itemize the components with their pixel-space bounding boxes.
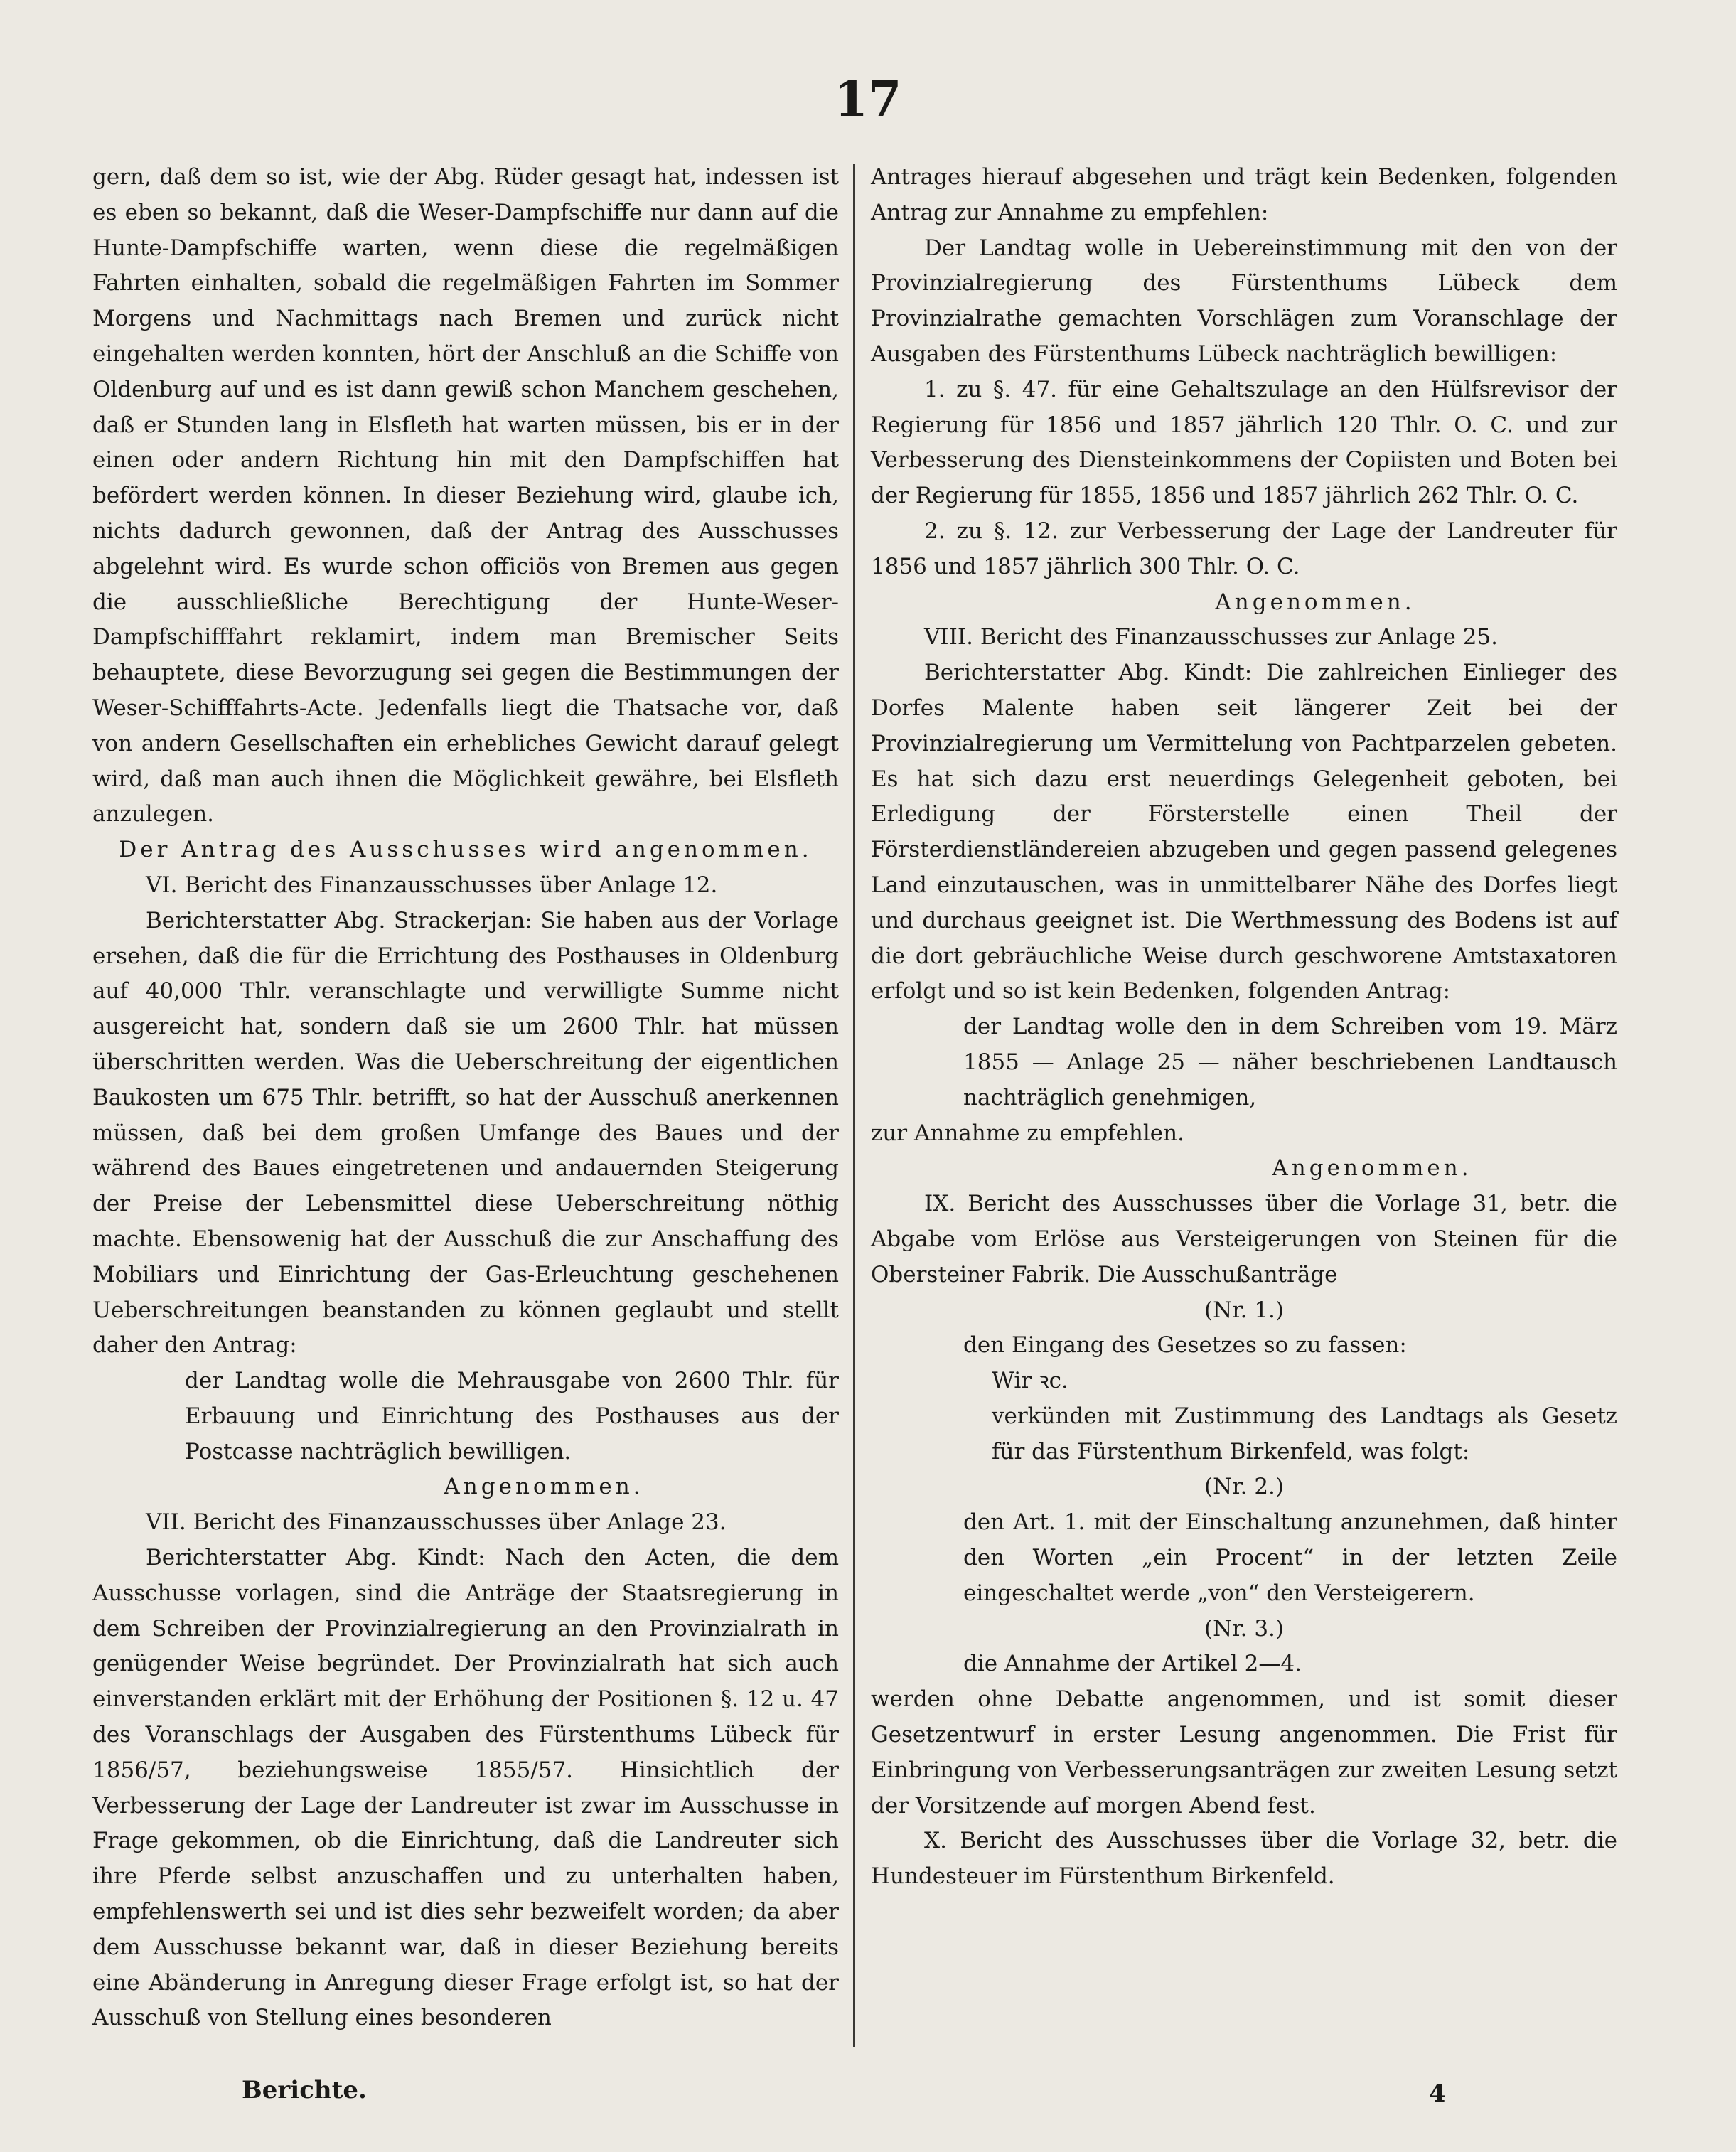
section-heading: X. Bericht des Ausschusses über die Vorlage 32, betr. die Hundesteuer im Fürstenthum Birkenfeld.	[871, 1828, 1617, 1890]
section-heading: VII. Bericht des Finanzausschusses über Anlage 23.	[146, 1509, 727, 1536]
right-column	[871, 160, 1617, 1895]
page-number: 17	[834, 71, 902, 128]
resolution: Angenommen.	[1272, 1155, 1472, 1182]
motion-text: verkünden mit Zustimmung des Landtags als Gesetz für das Fürstenthum Birkenfeld, was folgt:	[992, 1403, 1617, 1465]
motion-text: der Landtag wolle den in dem Schreiben vom 19. März 1855 — Anlage 25 — näher beschriebenen Landtausch nachträglich genehmigen,	[963, 1014, 1617, 1110]
left-column	[92, 160, 839, 2036]
motion-text: Wir ꝛc.	[992, 1368, 1068, 1394]
section-heading: VI. Bericht des Finanzausschusses über Anlage 12.	[146, 872, 718, 898]
paragraph: Antrages hierauf abgesehen und trägt kein Bedenken, folgenden Antrag zur Annahme zu empfehlen:	[871, 164, 1617, 225]
list-item: 2. zu §. 12. zur Verbesserung der Lage der Landreuter für 1856 und 1857 jährlich 300 Thlr. O. C.	[871, 518, 1617, 579]
motion-text: der Landtag wolle die Mehrausgabe von 2600 Thlr. für Erbauung und Einrichtung des Posthauses aus der Postcasse nachträglich bewilligen.	[185, 1368, 839, 1465]
motion-text: den Eingang des Gesetzes so zu fassen:	[963, 1332, 1407, 1359]
catchword: Berichte.	[242, 2076, 367, 2104]
subheading: (Nr. 1.)	[1204, 1297, 1284, 1323]
section-heading: IX. Bericht des Ausschusses über die Vorlage 31, betr. die Abgabe vom Erlöse aus Versteigerungen von Steinen für die Obersteiner Fabrik. Die Ausschußanträge	[871, 1191, 1617, 1288]
motion-text: Der Landtag wolle in Uebereinstimmung mit den von der Provinzialregierung des Fürstenthums Lübeck dem Provinzialrathe gemachten Vorschlägen zum Voranschlage der Ausgaben des Fürstenthums Lübeck nachträglich bewilligen:	[871, 235, 1617, 367]
paragraph: zur Annahme zu empfehlen.	[871, 1120, 1184, 1146]
resolution: Der Antrag des Ausschusses wird angenommen.	[119, 837, 813, 863]
resolution: Angenommen.	[444, 1474, 644, 1500]
resolution: Angenommen.	[1215, 589, 1415, 615]
list-item: 1. zu §. 47. für eine Gehaltszulage an den Hülfsrevisor der Regierung für 1856 und 1857 jährlich 120 Thlr. O. C. und zur Verbesserung des Diensteinkommens der Copiisten und Boten bei der Regierung für 1855, 1856 und 1857 jährlich 262 Thlr. O. C.	[871, 376, 1617, 509]
paragraph: Berichterstatter Abg. Kindt: Die zahlreichen Einlieger des Dorfes Malente haben seit längerer Zeit bei der Provinzialregierung um Vermittelung von Pachtparzelen gebeten. Es hat sich dazu erst neuerdings Gelegenheit geboten, bei Erledigung der Försterstelle einen Theil der Försterdienstländereien abzugeben und gegen passend gelegenes Land einzutauschen, was in unmittelbarer Nähe des Dorfes liegt und durchaus geeignet ist. Die Werthmessung des Bodens ist auf die dort gebräuchliche Weise durch geschworene Amtstaxatoren erfolgt und so ist kein Bedenken, folgenden Antrag:	[871, 660, 1617, 1005]
subheading: (Nr. 2.)	[1204, 1474, 1284, 1500]
column-divider	[853, 164, 855, 2047]
subheading: (Nr. 3.)	[1204, 1615, 1284, 1642]
motion-text: den Art. 1. mit der Einschaltung anzunehmen, daß hinter den Worten „ein Procent“ in der letzten Zeile eingeschaltet werde „von“ den Versteigerern.	[963, 1509, 1617, 1606]
section-heading: VIII. Bericht des Finanzausschusses zur Anlage 25.	[924, 624, 1498, 651]
motion-text: die Annahme der Artikel 2—4.	[963, 1651, 1302, 1677]
paragraph: Berichterstatter Abg. Kindt: Nach den Acten, die dem Ausschusse vorlagen, sind die Anträge der Staatsregierung in dem Schreiben der Provinzialregierung an den Provinzialrath in genügender Weise begründet. Der Provinzialrath hat sich auch einverstanden erklärt mit der Erhöhung der Positionen §. 12 u. 47 des Voranschlags der Ausgaben des Fürstenthums Lübeck für 1856/57, beziehungsweise 1855/57. Hinsichtlich der Verbesserung der Lage der Landreuter ist zwar im Ausschusse in Frage gekommen, ob die Einrichtung, daß die Landreuter sich ihre Pferde selbst anzuschaffen und zu unterhalten haben, empfehlenswerth sei und ist dies sehr bezweifelt worden; da aber dem Ausschusse bekannt war, daß in dieser Beziehung bereits eine Abänderung in Anregung dieser Frage erfolgt ist, so hat der Ausschuß von Stellung eines besonderen	[92, 1545, 839, 2031]
signature-mark: 4	[1429, 2079, 1446, 2108]
paragraph: Berichterstatter Abg. Strackerjan: Sie haben aus der Vorlage ersehen, daß die für die Errichtung des Posthauses in Oldenburg auf 40,000 Thlr. veranschlagte und verwilligte Summe nicht ausgereicht hat, sondern daß sie um 2600 Thlr. hat müssen überschritten werden. Was die Ueberschreitung der eigentlichen Baukosten um 675 Thlr. betrifft, so hat der Ausschuß anerkennen müssen, daß bei dem großen Umfange des Baues und der während des Baues eingetretenen und andauernden Steigerung der Preise der Lebensmittel diese Ueberschreitung nöthig machte. Ebensowenig hat der Ausschuß die zur Anschaffung des Mobiliars und Einrichtung der Gas-Erleuchtung geschehenen Ueberschreitungen beanstanden zu können geglaubt und stellt daher den Antrag:	[92, 907, 839, 1359]
paragraph: werden ohne Debatte angenommen, und ist somit dieser Gesetzentwurf in erster Lesung angenommen. Die Frist für Einbringung von Verbesserungsanträgen zur zweiten Lesung setzt der Vorsitzende auf morgen Abend fest.	[871, 1686, 1617, 1819]
paragraph: gern, daß dem so ist, wie der Abg. Rüder gesagt hat, indessen ist es eben so bekannt, daß die Weser-Dampfschiffe nur dann auf die Hunte-Dampfschiffe warten, wenn diese die regelmäßigen Fahrten einhalten, sobald die regelmäßigen Fahrten im Sommer Morgens und Nachmittags nach Bremen und zurück nicht eingehalten werden konnten, hört der Anschluß an die Schiffe von Oldenburg auf und es ist dann gewiß schon Manchem geschehen, daß er Stunden lang in Elsfleth hat warten müssen, bis er in der einen oder andern Richtung hin mit den Dampfschiffen hat befördert werden können. In dieser Beziehung wird, glaube ich, nichts dadurch gewonnen, daß der Antrag des Ausschusses abgelehnt wird. Es wurde schon officiös von Bremen aus gegen die ausschließliche Berechtigung der Hunte-Weser-Dampfschifffahrt reklamirt, indem man Bremischer Seits behauptete, diese Bevorzugung sei gegen die Bestimmungen der Weser-Schifffahrts-Acte. Jedenfalls liegt die Thatsache vor, daß von andern Gesellschaften ein erhebliches Gewicht darauf gelegt wird, daß man auch ihnen die Möglichkeit gewähre, bei Elsfleth anzulegen.	[92, 164, 839, 828]
